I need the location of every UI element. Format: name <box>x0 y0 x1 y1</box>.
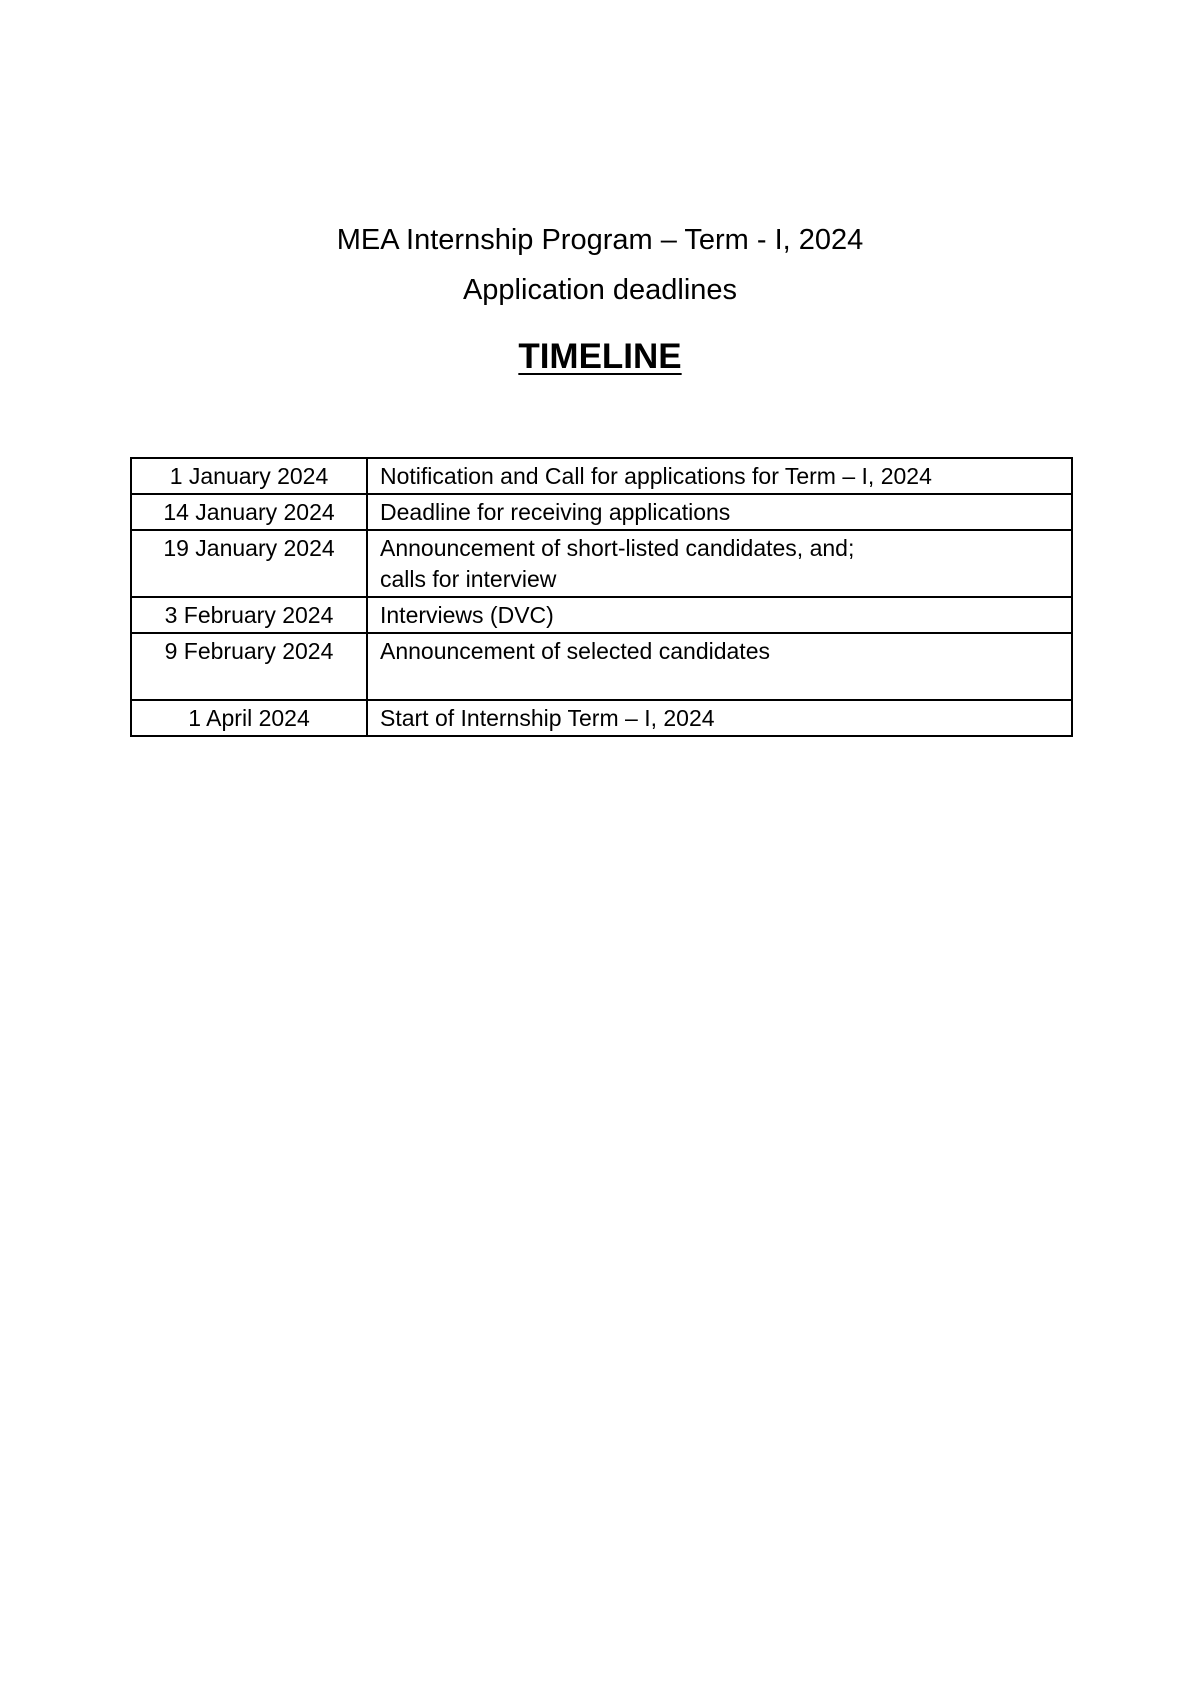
table-row <box>131 700 1072 736</box>
table-row <box>131 597 1072 633</box>
event-cell <box>367 494 1072 530</box>
event-text: Announcement of short-listed candidates, and; <box>380 535 855 561</box>
date-cell: 14 January 2024 <box>131 494 367 530</box>
event-text: calls for interview <box>380 566 557 592</box>
event-text: Notification and Call for applications for Term – I, 2024 <box>380 463 932 489</box>
event-cell <box>367 458 1072 494</box>
event-text: Start of Internship Term – I, 2024 <box>380 705 715 731</box>
event-cell <box>367 530 1072 597</box>
table-row <box>131 530 1072 597</box>
date-cell: 3 February 2024 <box>131 597 367 633</box>
date-cell: 9 February 2024 <box>131 633 367 700</box>
event-cell <box>367 700 1072 736</box>
date-cell: 1 January 2024 <box>131 458 367 494</box>
table-row <box>131 494 1072 530</box>
date-cell: 1 April 2024 <box>131 700 367 736</box>
program-subtitle: Application deadlines <box>462 274 738 306</box>
timeline-heading: TIMELINE <box>518 337 682 376</box>
date-cell: 19 January 2024 <box>131 530 367 597</box>
event-text: Deadline for receiving applications <box>380 499 731 525</box>
event-text: Announcement of selected candidates <box>380 638 770 664</box>
timeline-table <box>130 457 1073 737</box>
event-text: Interviews (DVC) <box>380 602 554 628</box>
document-header <box>0 215 1200 315</box>
table-row <box>131 458 1072 494</box>
event-cell <box>367 633 1072 700</box>
event-cell <box>367 597 1072 633</box>
program-title: MEA Internship Program – Term - I, 2024 <box>336 224 864 256</box>
table-row <box>131 633 1072 700</box>
